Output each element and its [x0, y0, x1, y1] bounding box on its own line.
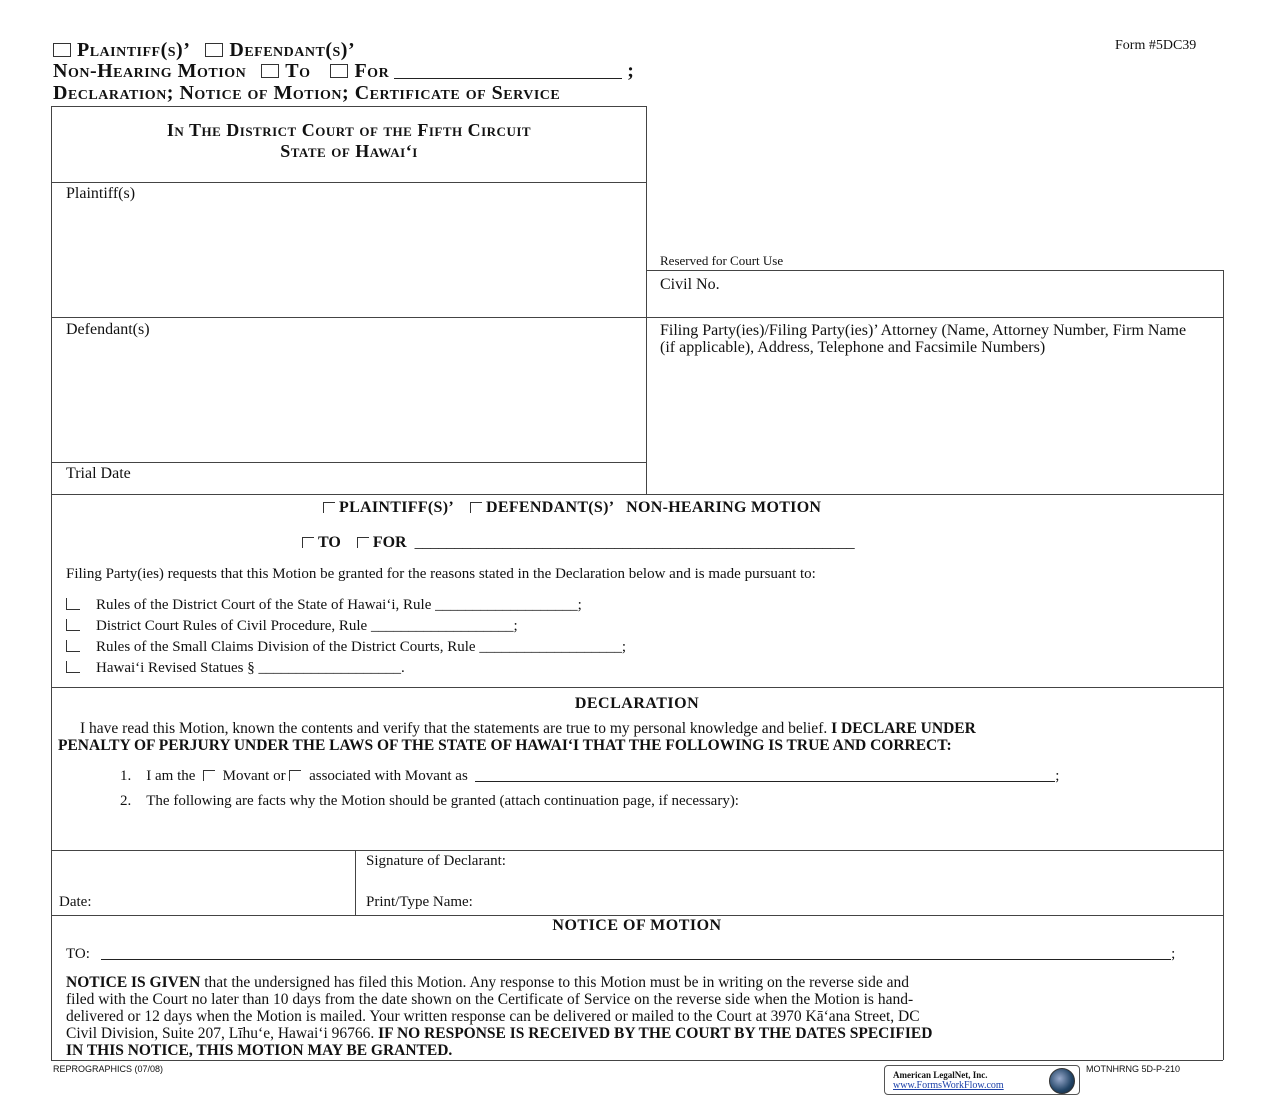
rule-item: [66, 595, 626, 616]
notice-bold-l4: IF NO RESPONSE IS RECEIVED BY THE COURT BY THE DATES SPECIFIED: [378, 1025, 933, 1042]
notice-bold-l5: IN THIS NOTICE, THIS MOTION MAY BE GRANTED.: [66, 1042, 453, 1059]
form-code: MOTNHRNG 5D-P-210: [1086, 1064, 1181, 1074]
rule-checkbox[interactable]: [66, 640, 80, 652]
trial-divider: [51, 462, 647, 463]
item2-number: 2.: [120, 793, 132, 809]
notice-body-l4: Civil Division, Suite 207, Līhuʻe, Hawaiʻi 96766.: [66, 1025, 375, 1042]
header-to: To: [285, 60, 311, 82]
declaration-intro: [58, 720, 1223, 754]
motion-top: [51, 494, 1223, 495]
notice-body-l3: delivered or 12 days when the Motion is mailed. Your written response can be delivered or mailed to the Court at 3970 Kāʻana Street, DC: [66, 1008, 920, 1025]
header-line2: [53, 60, 634, 83]
item1-end: ;: [1055, 768, 1060, 784]
header-line2-end: ;: [627, 60, 634, 82]
header-non-hearing: Non-Hearing Motion: [53, 60, 247, 82]
declaration-item2: [120, 793, 739, 810]
logo-name: American LegalNet, Inc.: [893, 1070, 988, 1080]
item1-text-b: Movant or: [222, 768, 286, 784]
date-label: Date:: [59, 894, 92, 910]
rule-item: [66, 616, 626, 637]
notice-given: NOTICE IS GIVEN: [66, 974, 201, 991]
caption-divider: [646, 106, 647, 494]
motion-defendant-checkbox[interactable]: [470, 502, 482, 513]
header-for-blank[interactable]: [394, 65, 622, 79]
rule-text: Hawai‘i Revised Statues § ___________________.: [96, 660, 405, 676]
court-divider: [51, 182, 647, 183]
item1-text-c: associated with Movant as: [309, 768, 468, 784]
rule-item: [66, 637, 626, 658]
court-name: [51, 120, 647, 162]
motion-for-checkbox[interactable]: [357, 537, 369, 548]
declaration-top: [51, 687, 1223, 688]
court-line1: In The District Court of the Fifth Circuit: [166, 120, 532, 140]
declaration-intro-bold1: I DECLARE UNDER: [831, 720, 976, 737]
motion-for: FOR: [372, 534, 407, 551]
item2-text: The following are facts why the Motion should be granted (attach continuation page, if necessary):: [146, 793, 739, 809]
notice-line1: [66, 974, 1216, 991]
american-legalnet-logo[interactable]: [884, 1065, 1080, 1095]
header-line1: [53, 39, 355, 62]
form-number: Form #5DC39: [1115, 38, 1197, 53]
trial-date-label: Trial Date: [66, 465, 131, 482]
reserved-divider: [646, 270, 1223, 271]
motion-to-checkbox[interactable]: [302, 537, 314, 548]
motion-to: TO: [318, 534, 341, 551]
defendant-label: Defendant(s): [66, 321, 150, 338]
border-right: [1223, 270, 1224, 1060]
motion-to-for-line: [302, 534, 855, 552]
rule-text: Rules of the Small Claims Division of the District Courts, Rule ___________________;: [96, 639, 626, 655]
filing-party-label: Filing Party(ies)/Filing Party(ies)’ Attorney (Name, Attorney Number, Firm Name (if applicable), Address, Telephone and Facsimile Numbers): [660, 322, 1187, 356]
notice-body-l1: that the undersigned has filed this Motion. Any response to this Motion must be in writing on the reverse side and: [204, 974, 909, 991]
plaintiff-divider: [51, 317, 1223, 318]
notice-body: [66, 974, 1216, 1059]
notice-to-blank[interactable]: [101, 946, 1171, 960]
rule-text: Rules of the District Court of the State of Hawai‘i, Rule ___________________;: [96, 597, 582, 613]
caption-top: [51, 106, 647, 107]
rule-checkbox[interactable]: [66, 661, 80, 673]
motion-plaintiff: PLAINTIFF(S)’: [339, 499, 453, 516]
defendant-checkbox[interactable]: [205, 43, 223, 57]
notice-to-line: [66, 946, 1175, 963]
notice-to-label: TO:: [66, 946, 90, 962]
plaintiff-checkbox[interactable]: [53, 43, 71, 57]
notice-to-end: ;: [1171, 946, 1176, 962]
declaration-item1: [120, 768, 1059, 785]
header-for: For: [354, 60, 390, 82]
motion-for-blank[interactable]: _______________________________________________________: [414, 534, 855, 551]
declaration-title: DECLARATION: [574, 695, 700, 712]
header-line3: Declaration; Notice of Motion; Certificate of Service: [53, 82, 561, 104]
rules-list: [66, 595, 626, 679]
notice-line4: [66, 1025, 1216, 1042]
associated-checkbox[interactable]: [289, 770, 301, 781]
rule-checkbox[interactable]: [66, 598, 80, 610]
civil-no-label: Civil No.: [660, 276, 720, 293]
signature-divider: [355, 850, 356, 916]
logo-url[interactable]: www.FormsWorkFlow.com: [893, 1080, 1004, 1091]
request-text: Filing Party(ies) requests that this Motion be granted for the reasons stated in the Declaration below and is made pursuant to:: [66, 566, 816, 582]
globe-icon: [1049, 1068, 1075, 1094]
rule-checkbox[interactable]: [66, 619, 80, 631]
associated-as-blank[interactable]: [475, 768, 1055, 782]
court-line2: State of Hawai‘i: [280, 141, 418, 161]
motion-defendant: DEFENDANT(S)’: [486, 499, 614, 516]
for-checkbox[interactable]: [330, 64, 348, 78]
plaintiff-label: Plaintiff(s): [66, 185, 136, 202]
header-plaintiff: Plaintiff(s)’: [77, 39, 191, 61]
motion-plaintiff-checkbox[interactable]: [323, 502, 335, 513]
motion-title-line: [323, 499, 821, 517]
rule-text: District Court Rules of Civil Procedure, Rule ___________________;: [96, 618, 518, 634]
reprographics: REPROGRAPHICS (07/08): [53, 1064, 164, 1074]
item1-number: 1.: [120, 768, 132, 784]
declaration-intro-bold2: PENALTY OF PERJURY UNDER THE LAWS OF THE STATE OF HAWAI‘I THAT THE FOLLOWING IS TRUE AND CORRECT:: [58, 737, 952, 754]
declaration-intro-line1: [58, 720, 1223, 737]
declaration-intro-text: I have read this Motion, known the contents and verify that the statements are true to my personal knowledge and belief.: [80, 720, 828, 737]
notice-top: [51, 915, 1223, 916]
item1-text-a: I am the: [146, 768, 196, 784]
motion-title: NON-HEARING MOTION: [626, 499, 822, 516]
to-checkbox[interactable]: [261, 64, 279, 78]
notice-body-l2: filed with the Court no later than 10 days from the date shown on the Certificate of Service on the reverse side when the Motion is hand-: [66, 991, 914, 1008]
signature-label: Signature of Declarant:: [366, 853, 506, 869]
notice-title: NOTICE OF MOTION: [552, 917, 722, 934]
rule-item: [66, 658, 626, 679]
reserved-label: Reserved for Court Use: [660, 253, 784, 268]
print-name-label: Print/Type Name:: [366, 894, 473, 910]
signature-top: [51, 850, 1223, 851]
header-defendant: Defendant(s)’: [229, 39, 356, 61]
movant-checkbox[interactable]: [203, 770, 215, 781]
border-bottom: [51, 1060, 1223, 1061]
